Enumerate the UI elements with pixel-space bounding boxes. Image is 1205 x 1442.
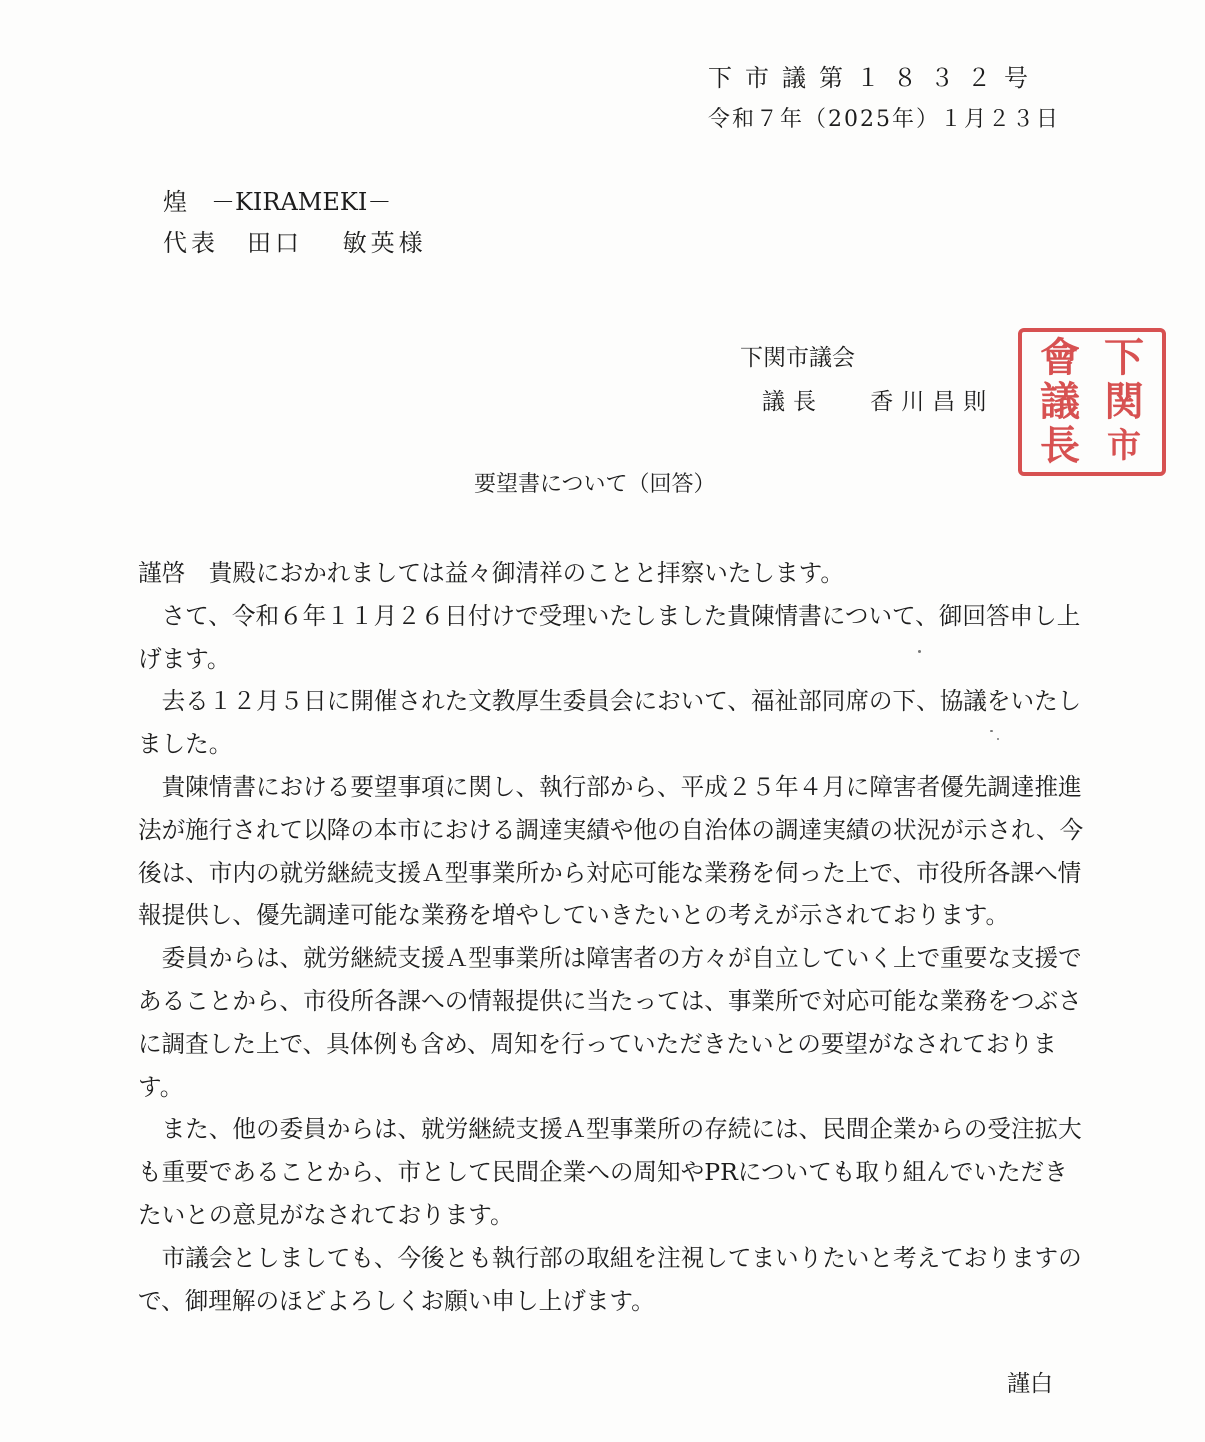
body-paragraph: 貴陳情書における要望事項に関し、執行部から、平成２５年４月に障害者優先調達推進法が施行されて以降の本市における調達実績や他の自治体の調達実績の状況が示され、今後は、市内の就労継続支援Ａ型事業所から対応可能な業務を伺った上で、市役所各課へ情報提供し、優先調達可能な業務を増やしていきたいとの考えが示されております。 <box>138 772 1084 930</box>
seal-char: 議 <box>1040 378 1080 425</box>
sender-name: 議長 香川昌則 <box>762 389 995 415</box>
scan-speck <box>990 730 993 732</box>
closing-word: 謹白 <box>1007 1371 1053 1397</box>
recipient-organization: 煌 －KIRAMEKI－ <box>163 188 392 216</box>
body-paragraph: 委員からは、就労継続支援Ａ型事業所は障害者の方々が自立していく上で重要な支援であることから、市役所各課への情報提供に当たっては、事業所で対応可能な業務をつぶさに調査した上で、具体例も含め、周知を行っていただきたいとの要望がなされております。 <box>138 944 1082 1101</box>
seal-char: 市 <box>1107 426 1141 466</box>
seal-char: 會 <box>1040 334 1080 381</box>
body-paragraph: また、他の委員からは、就労継続支援Ａ型事業所の存続には、民間企業からの受注拡大も重要であることから、市として民間企業への周知やPRについても取り組んでいただきたいとの意見がなされております。 <box>138 1115 1082 1229</box>
letter-subject: 要望書について（回答） <box>474 472 716 497</box>
seal-char: 下 <box>1104 334 1144 381</box>
document-date: 令和７年（2025年）１月２３日 <box>708 107 1060 132</box>
seal-char: 長 <box>1040 422 1080 469</box>
body-paragraph: 市議会としましても、今後とも執行部の取組を注視してまいりたいと考えておりますので、御理解のほどよろしくお願い申し上げます。 <box>138 1243 1082 1315</box>
seal-char: 関 <box>1104 378 1144 425</box>
document-number: 下市議第１８３２号 <box>708 64 1041 92</box>
scan-speck <box>918 650 921 653</box>
official-seal <box>1018 328 1166 476</box>
scan-speck <box>997 738 999 740</box>
body-paragraph: さて、令和６年１１月２６日付けで受理いたしました貴陳情書について、御回答申し上げます。 <box>138 601 1081 673</box>
body-paragraph: 去る１２月５日に開催された文教厚生委員会において、福祉部同席の下、協議をいたしました。 <box>138 687 1082 759</box>
sender-organization: 下関市議会 <box>740 345 855 371</box>
body-paragraph: 謹啓 貴殿におかれましては益々御清祥のことと拝察いたします。 <box>138 559 844 587</box>
recipient-name: 代表 田口 敏英様 <box>163 229 427 257</box>
letter-body <box>138 552 1088 1322</box>
